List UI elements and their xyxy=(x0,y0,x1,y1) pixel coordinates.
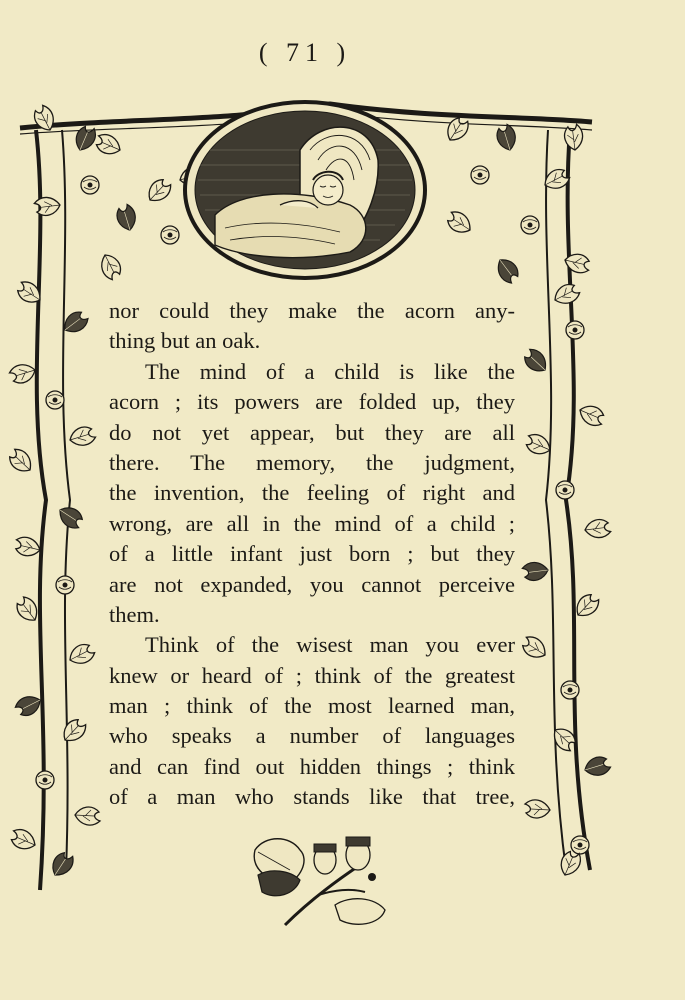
text-line: there. The memory, the judgment, xyxy=(109,449,515,475)
text-line: knew or heard of ; think of the greatest xyxy=(109,662,515,688)
text-line: do not yet appear, but they are all xyxy=(109,419,515,445)
text-line: wrong, are all in the mind of a child ; xyxy=(109,510,515,536)
text-line: Think of the wisest man you ever xyxy=(145,632,515,658)
text-line: are not expanded, you cannot perceive xyxy=(109,571,515,597)
text-line: thing but an oak. xyxy=(109,328,261,354)
text-line: The mind of a child is like the xyxy=(145,358,515,384)
left-leaf-column xyxy=(6,279,100,880)
acorn-tailpiece xyxy=(254,837,385,925)
cradle-vignette xyxy=(185,102,425,278)
text-line: the invention, the feeling of right and xyxy=(109,480,515,506)
text-line: who speaks a number of languages xyxy=(109,723,515,749)
right-stem xyxy=(566,130,590,870)
text-line: man ; think of the most learned man, xyxy=(109,693,515,719)
text-line: nor could they make the acorn any- xyxy=(109,298,515,323)
text-line: them. xyxy=(109,601,160,627)
text-line: of a man who stands like that tree, xyxy=(109,784,515,810)
body-text xyxy=(109,296,515,813)
text-line: of a little infant just born ; but they xyxy=(109,541,515,567)
text-line: acorn ; its powers are folded up, they xyxy=(109,389,515,415)
page-number: ( 71 ) xyxy=(258,38,352,67)
top-leaf-cluster-left xyxy=(31,103,207,281)
right-leaf-column xyxy=(519,281,612,879)
text-line: and can find out hidden things ; think xyxy=(109,753,515,779)
